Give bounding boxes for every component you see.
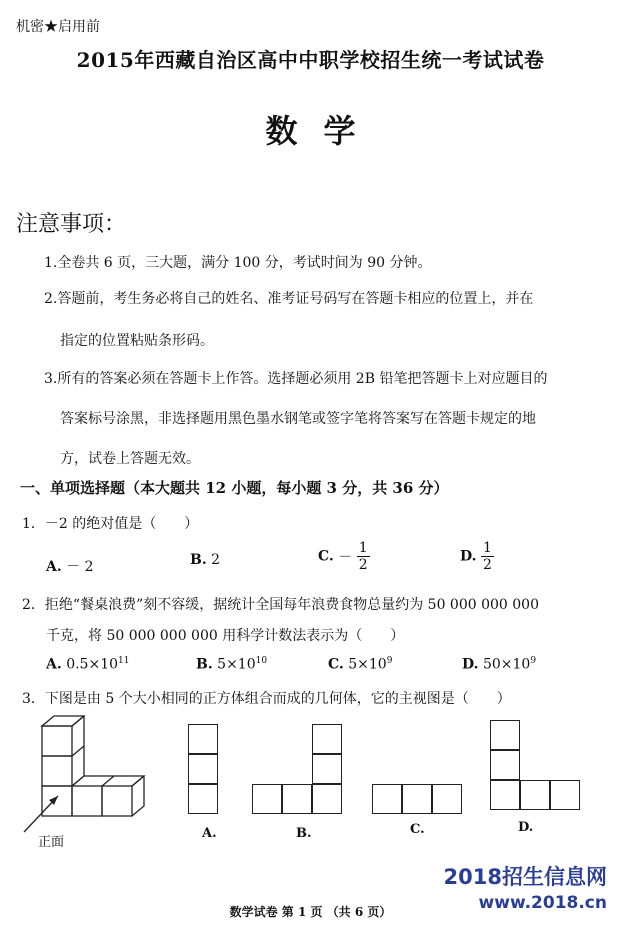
q3-option-b-label: B. <box>296 826 312 841</box>
q2-option-c <box>328 656 392 673</box>
solid-row-side-face <box>132 776 144 816</box>
q1-option-c-fraction <box>357 540 370 573</box>
note-item-3-line-3: 方，试卷上答题无效。 <box>60 451 200 467</box>
notes-heading: 注意事项： <box>16 212 127 237</box>
q3-option-c-label: C. <box>410 822 425 837</box>
q1-option-b-value: 2 <box>211 552 221 568</box>
q2-option-a-base: 0.5×10 <box>66 656 119 673</box>
q2-option-b <box>196 656 267 673</box>
option-c-square-2 <box>402 784 432 814</box>
q1-option-d-numerator: 1 <box>482 540 492 556</box>
q2-option-a-exponent: 11 <box>118 656 130 666</box>
secret-label: 机密★启用前 <box>16 19 100 35</box>
q2-option-c-base: 5×10 <box>348 656 387 673</box>
note-item-2-line-1: 2.答题前，考生务必将自己的姓名、准考证号码写在答题卡相应的位置上，并在 <box>44 291 534 307</box>
option-d-square-1 <box>490 720 520 750</box>
option-a-square-2 <box>188 754 218 784</box>
option-d-square-2 <box>490 750 520 780</box>
q2-option-d <box>462 656 536 673</box>
solid-cube-row-2-front <box>72 786 102 816</box>
q2-option-b-exponent: 10 <box>255 656 268 666</box>
watermark-url: www.2018.cn <box>478 893 607 913</box>
option-a-square-1 <box>188 724 218 754</box>
note-item-3-line-2: 答案标号涂黑，非选择题用黑色墨水钢笔或签字笔将答案写在答题卡规定的地 <box>60 411 536 427</box>
q1-option-a <box>46 556 94 576</box>
q3-option-a-label: A. <box>202 826 217 841</box>
q2-option-b-base: 5×10 <box>217 656 256 673</box>
option-b-square-4 <box>282 784 312 814</box>
exam-title: 2015年西藏自治区高中中职学校招生统一考试试卷 <box>76 48 545 72</box>
page-footer: 数学试卷 第 1 页 （共 6 页） <box>229 905 392 919</box>
option-c-square-1 <box>372 784 402 814</box>
option-b-square-1 <box>312 724 342 754</box>
q2-option-d-label: D. <box>462 656 479 673</box>
q3-option-d-label: D. <box>518 820 534 835</box>
q2-option-d-base: 50×10 <box>482 656 531 673</box>
solid-cube-mid-front <box>42 756 72 786</box>
q2-option-a <box>46 656 129 673</box>
q2-option-d-exponent: 9 <box>530 656 537 666</box>
subject-title: 数学 <box>265 112 382 150</box>
solid-cube-row-3-front <box>102 786 132 816</box>
q1-option-c-label: C. <box>318 548 334 565</box>
q2-option-c-label: C. <box>328 656 344 673</box>
q3-option-a-figure <box>188 724 218 814</box>
option-d-square-4 <box>520 780 550 810</box>
q1-option-d-label: D. <box>460 548 477 565</box>
q1-option-a-value: － 2 <box>66 559 94 575</box>
q3-option-c-figure <box>372 784 462 814</box>
solid-cube-top-front <box>42 726 72 756</box>
q1-option-b <box>190 552 220 568</box>
section-1-heading: 一、单项选择题（本大题共 12 小题，每小题 3 分，共 36 分） <box>20 479 449 497</box>
q1-option-c-numerator: 1 <box>358 540 368 556</box>
q2-option-b-label: B. <box>196 656 213 673</box>
q2-option-c-exponent: 9 <box>386 656 393 666</box>
option-d-square-5 <box>550 780 580 810</box>
q1-option-c-sign: － <box>338 549 353 566</box>
option-b-square-5 <box>312 784 342 814</box>
q1-option-c-denominator: 2 <box>358 557 368 573</box>
q1-option-b-label: B. <box>190 552 207 568</box>
option-a-square-3 <box>188 784 218 814</box>
q1-option-a-label: A. <box>46 559 62 575</box>
solid-cube-bottom-front <box>42 786 72 816</box>
q1-option-d-denominator: 2 <box>482 557 492 573</box>
option-d-square-3 <box>490 780 520 810</box>
q1-option-c <box>318 540 370 573</box>
q1-option-d-fraction <box>481 540 494 573</box>
note-item-2-line-2: 指定的位置粘贴条形码。 <box>60 333 214 349</box>
option-c-square-3 <box>432 784 462 814</box>
note-item-3-line-1: 3.所有的答案必须在答题卡上作答。选择题必须用 2B 铅笔把答题卡上对应题目的 <box>44 371 548 387</box>
note-item-1: 1.全卷共 6 页，三大题，满分 100 分，考试时间为 90 分钟。 <box>44 255 432 271</box>
q2-stem-line-2: 千克，将 50 000 000 000 用科学计数法表示为（ ） <box>46 628 405 644</box>
q3-solid-figure <box>18 712 158 842</box>
q2-option-a-label: A. <box>46 656 62 673</box>
q1-option-d <box>460 540 494 573</box>
q3-stem: 3．下图是由 5 个大小相同的正方体组合而成的几何体，它的主视图是（ ） <box>22 691 511 707</box>
front-view-label: 正面 <box>38 835 65 850</box>
q3-option-b-figure <box>252 724 342 814</box>
watermark-site-name: 2018招生信息网 <box>443 865 607 889</box>
option-b-square-2 <box>312 754 342 784</box>
q2-stem-line-1: 2．拒绝“餐桌浪费”刻不容缓，据统计全国每年浪费食物总量约为 50 000 000 000 <box>22 597 540 613</box>
option-b-square-3 <box>252 784 282 814</box>
q1-stem: 1．－2 的绝对值是（ ） <box>22 516 199 532</box>
q3-option-d-figure <box>490 720 580 810</box>
